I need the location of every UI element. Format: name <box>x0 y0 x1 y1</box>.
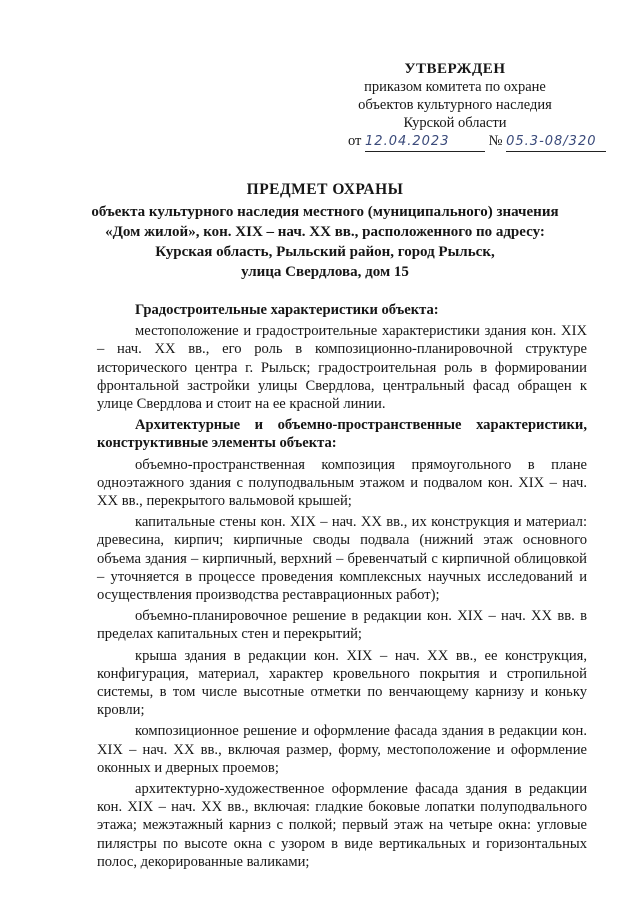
number-prefix: № <box>488 133 503 149</box>
title-line-3: Курская область, Рыльский район, город Рыльск, <box>155 244 495 260</box>
paragraph-walls: капитальные стены кон. XIX – нач. XX вв., их конструкция и материал: древесина, кирпич; кирпичные своды подвала (нижний этаж основного объема здания – кирпичный, верхний – бревенчатый с кирпичной облицовкой – уточняется в процессе проведения комплексных научных исследований и осуществления производства реставрационных работ); <box>97 514 587 604</box>
paragraph-roof: крыша здания в редакции кон. XIX – нач. XX вв., ее конструкция, конфигурация, материал, характер кровельного покрытия и стропильной системы, в том числе высотные отметки по венчающему карнизу и коньку кровли; <box>97 647 587 719</box>
date-prefix: от <box>348 133 362 149</box>
paragraph-facade-decoration: архитектурно-художественное оформление фасада здания в редакции кон. XIX – нач. XX вв., включая: гладкие боковые лопатки полуподвального этажа; межэтажный карниз с полкой; первый этаж на четыре окна: угловые пилястры по высоте окна с узором в виде вертикальных и горизонтальных полос, декорированные валиками; <box>97 781 587 870</box>
order-date: 12.04.2023 <box>365 133 485 152</box>
document-title <box>90 180 560 282</box>
approval-line-1: приказом комитета по охране <box>364 79 546 95</box>
paragraph-facade-composition: композиционное решение и оформление фасада здания в редакции кон. XIX – нач. XX вв., включая размер, форму, местоположение и оформление оконных и дверных проемов; <box>97 723 587 776</box>
approval-block <box>330 60 597 152</box>
title-line-1: объекта культурного наследия местного (муниципального) значения <box>91 204 559 220</box>
section-heading-urban: Градостроительные характеристики объекта: <box>135 302 439 318</box>
paragraph-location: местоположение и градостроительные характеристики здания кон. XIX – нач. XX вв., его роль в композиционно-планировочной структуре исторического центра г. Рыльск; градостроительная роль в формировании фронтальной застройки улицы Свердлова, центральный фасад обращен к улице Свердлова и стоит на ее красной линии. <box>97 323 587 413</box>
title-main: ПРЕДМЕТ ОХРАНЫ <box>246 181 404 198</box>
approval-heading: УТВЕРЖДЕН <box>404 61 506 77</box>
paragraph-composition: объемно-пространственная композиция прямоугольного в плане одноэтажного здания с полуподвальным этажом и подвалом кон. XIX – нач. XX вв., перекрытого вальмовой крышей; <box>97 456 587 510</box>
order-line <box>330 132 597 152</box>
title-line-2: «Дом жилой», кон. XIX – нач. XX вв., расположенного по адресу: <box>105 224 545 240</box>
approval-line-2: объектов культурного наследия <box>358 97 552 113</box>
document-body <box>97 301 587 874</box>
title-line-4: улица Свердлова, дом 15 <box>241 264 409 280</box>
approval-line-3: Курской области <box>403 115 507 131</box>
order-number: 05.3-08/320 <box>506 133 606 152</box>
paragraph-planning: объемно-планировочное решение в редакции кон. XIX – нач. XX вв. в пределах капитальных стен и перекрытий; <box>97 608 587 643</box>
section-heading-architecture: Архитектурные и объемно-пространственные характеристики, конструктивные элементы объекта: <box>97 417 587 452</box>
